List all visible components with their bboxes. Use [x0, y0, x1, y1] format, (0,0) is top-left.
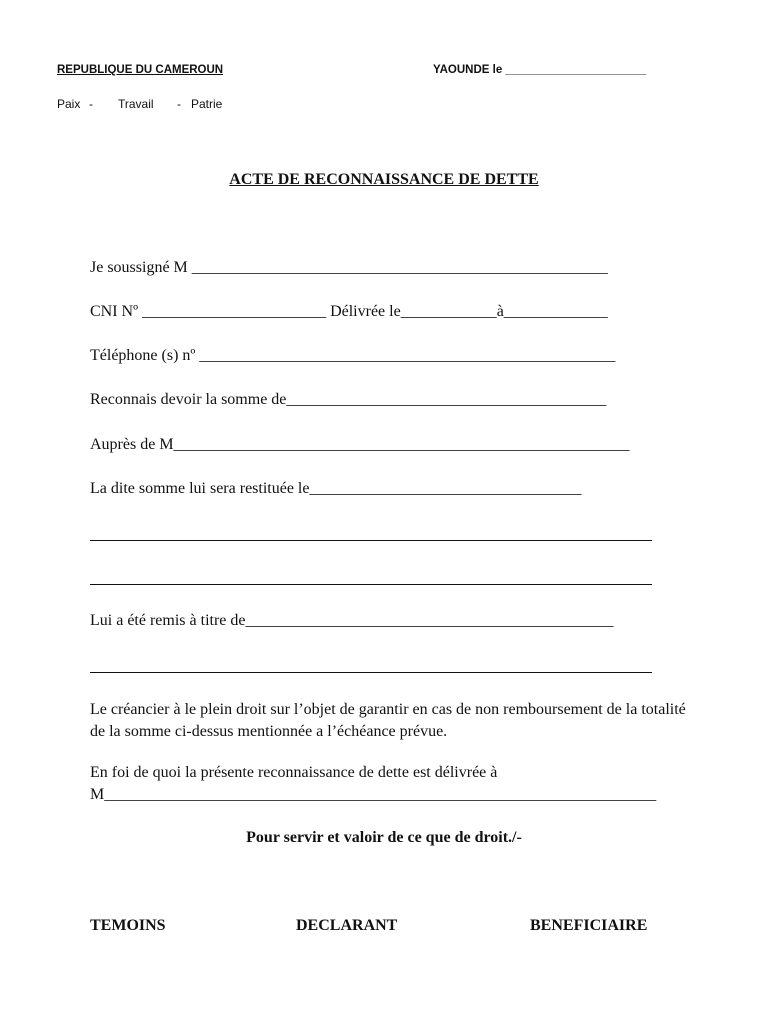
blank-line [90, 584, 652, 585]
place-date-header: YAOUNDE le ______________________ [433, 64, 647, 76]
field-soussigne: Je soussigné M ____________________________________________________ [90, 259, 608, 276]
motto-separator: - [177, 97, 181, 111]
field-restitution: La dite somme lui sera restituée le__________________________________ [90, 480, 582, 497]
field-aupres: Auprès de M_________________________________________________________ [90, 436, 630, 453]
field-remis: Lui a été remis à titre de______________________________________________ [90, 612, 614, 629]
issued-recipient-line: M_____________________________________________________________________ [90, 786, 657, 803]
field-cni: CNI Nº _______________________ Délivrée le____________à_____________ [90, 303, 608, 320]
blank-line [90, 672, 652, 673]
signature-declarant: DECLARANT [296, 917, 398, 934]
motto-separator: - [89, 97, 93, 111]
field-telephone: Téléphone (s) nº ____________________________________________________ [90, 347, 616, 364]
motto-travail: Travail [118, 97, 154, 111]
signature-witnesses: TEMOINS [90, 917, 166, 934]
issued-paragraph: En foi de quoi la présente reconnaissance de dette est délivrée à [90, 764, 498, 781]
motto-paix: Paix [57, 97, 81, 111]
country-header: REPUBLIQUE DU CAMEROUN [57, 64, 224, 76]
field-somme: Reconnais devoir la somme de________________________________________ [90, 391, 607, 408]
signature-beneficiary: BENEFICIAIRE [530, 917, 648, 934]
closing-formula: Pour servir et valoir de ce que de droit./- [246, 829, 522, 846]
document-title: ACTE DE RECONNAISSANCE DE DETTE [229, 171, 539, 188]
blank-line [90, 540, 652, 541]
guarantee-paragraph: Le créancier à le plein droit sur l’objet de garantir en cas de non remboursement de la totalité de la somme ci-dessus mentionnée a l’échéance prévue. [90, 701, 686, 740]
motto-patrie: Patrie [191, 97, 223, 111]
